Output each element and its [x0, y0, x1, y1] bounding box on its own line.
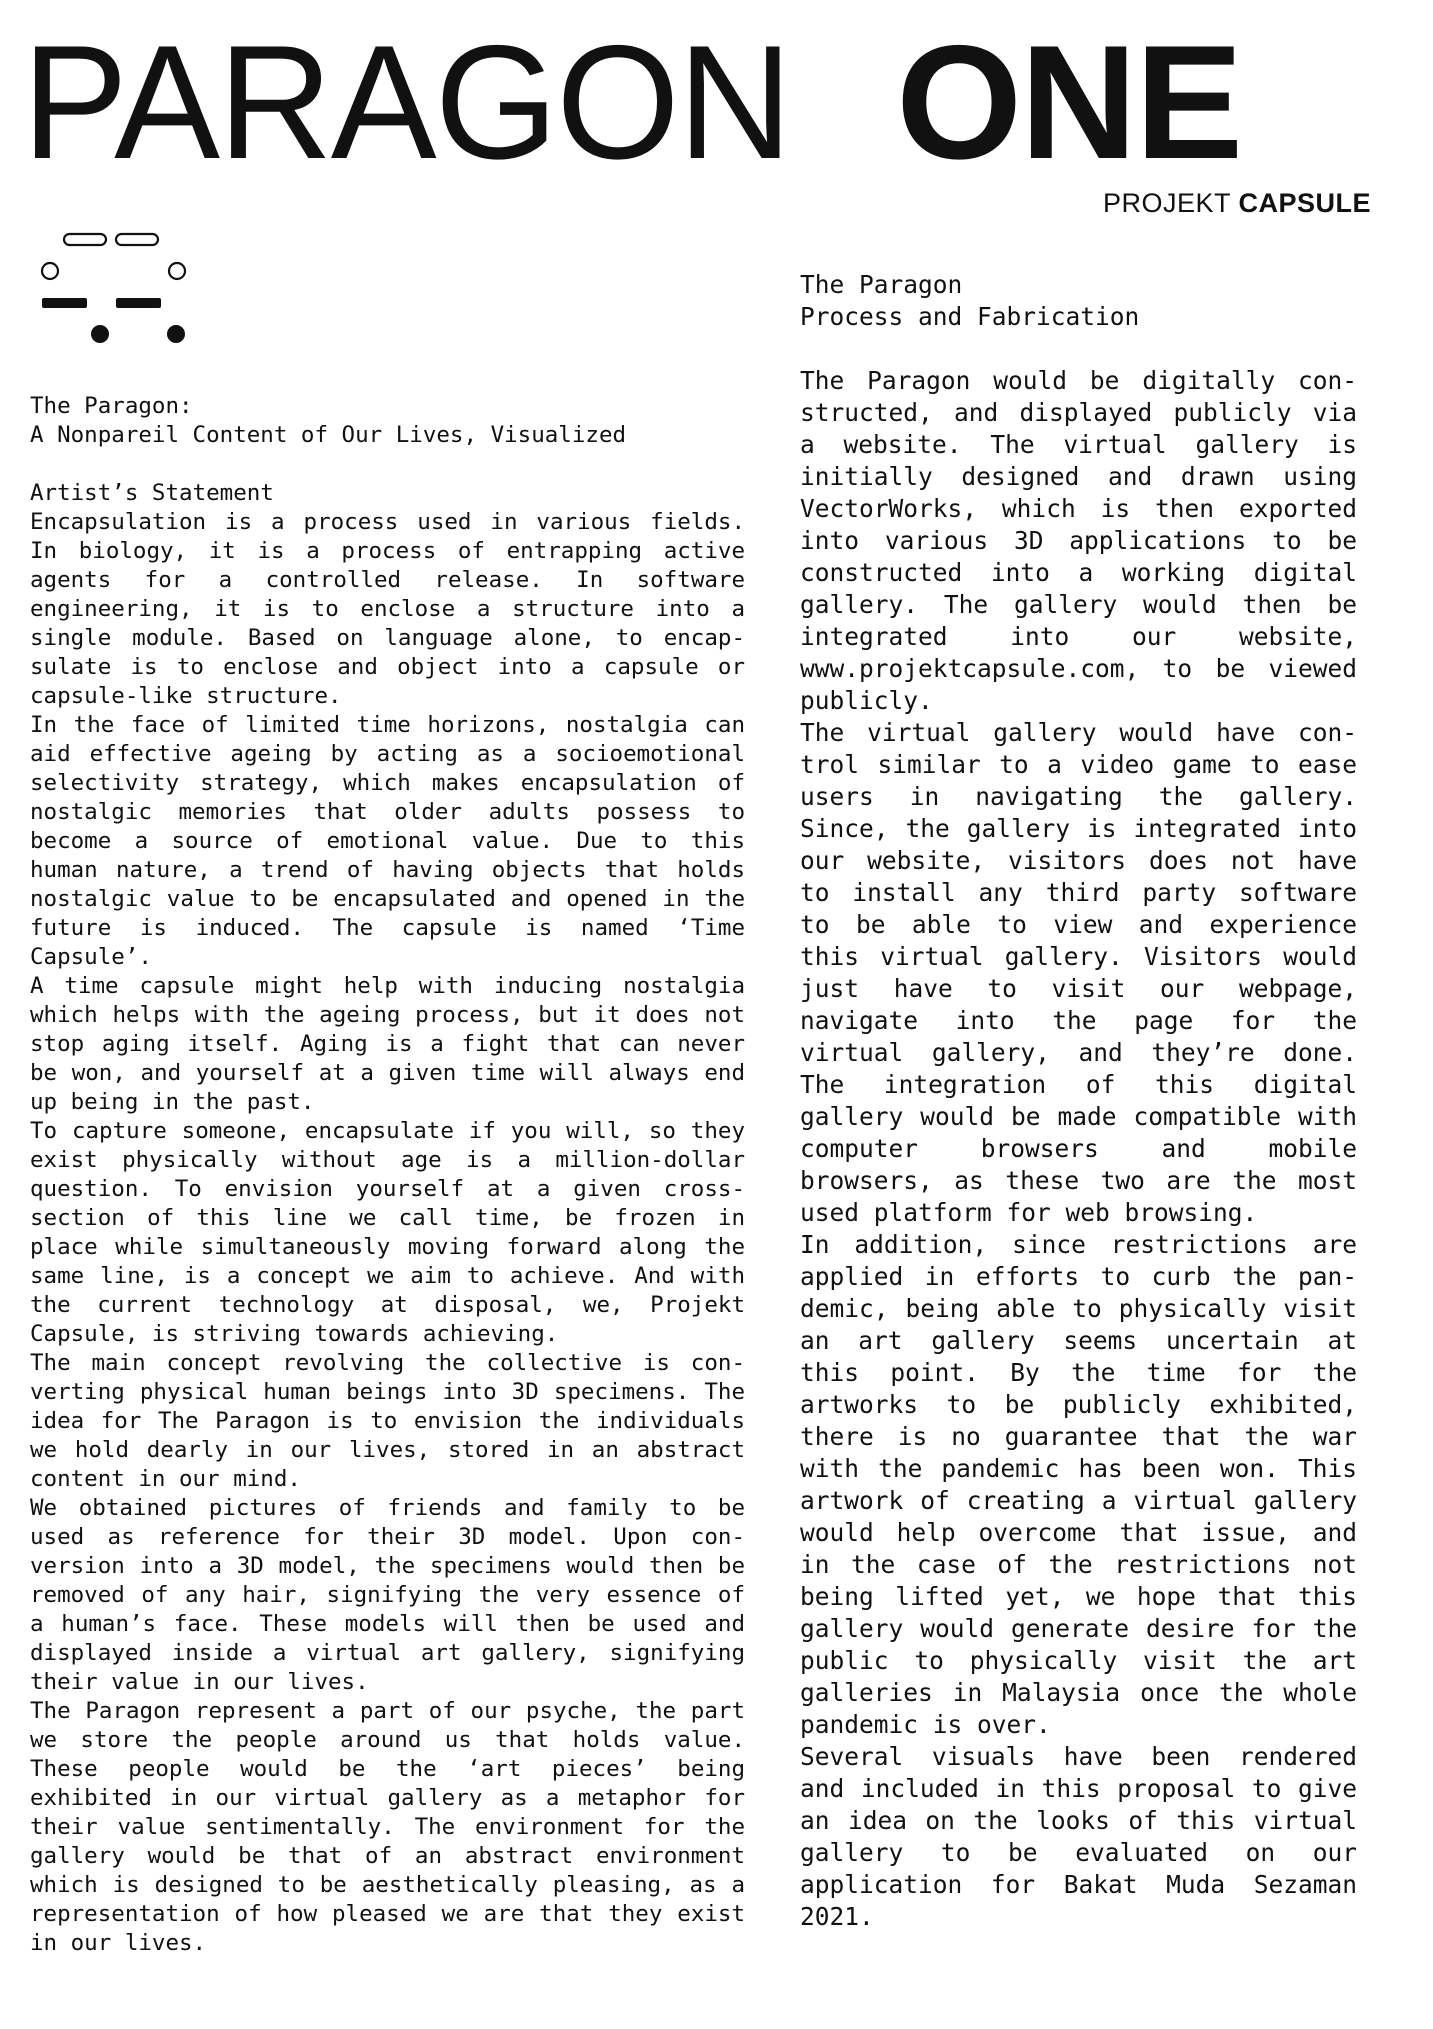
- subtitle: [1103, 188, 1371, 219]
- left-paragraph: A time capsule might help with inducing nostalgia which helps with the ageing process, but it does not stop aging itself. Aging is a fight that can never be won, and yourself at a given time will always end up being in the past.: [30, 973, 745, 1115]
- right-paragraph: The virtual gallery would have control similar to a video game to ease users in navigating the gallery. Since, the gallery is integrated into our website, visitors does not have to install any third party software to be able to view and experience this virtual gallery. Visitors would just have to visit our webpage, navigate into the page for the virtual gallery, and they’re done. The integration of this digital gallery would be made compatible with computer browsers and mobile browsers, as these two are the most used platform for web browsing.: [800, 718, 1357, 1227]
- subtitle-capsule: CAPSULE: [1238, 188, 1371, 218]
- left-heading-line2: A Nonpareil Content of Our Lives, Visualized: [30, 422, 627, 448]
- right-heading-line2: Process and Fabrication: [800, 302, 1140, 331]
- page-title: [22, 12, 1382, 193]
- title-one: ONE: [896, 12, 1242, 193]
- left-paragraph: The Paragon represent a part of our psyche, the part we store the people around us that holds value. These people would be the ‘art pieces’ being exhibited in our virtual gallery as a metaphor for their value sentimentally. The environment for the gallery would be that of an abstract environment which is designed to be aesthetically pleasing, as a representation of how pleased we are that they exist in our lives.: [30, 1698, 745, 1956]
- process-column: [800, 269, 1357, 1933]
- right-paragraph: The Paragon would be digitally constructed, and displayed publicly via a website. The virtual gallery is initially designed and drawn using VectorWorks, which is then exported into various 3D applications to be constructed into a working digital gallery. The gallery would then be integrated into our website, www.projektcapsule.com, to be viewed publicly.: [800, 366, 1357, 715]
- right-heading-line1: The Paragon: [800, 270, 963, 299]
- left-paragraph: The main concept revolving the collective is converting physical human beings into 3D specimens. The idea for The Paragon is to envision the individuals we hold dearly in our lives, stored in an abstract content in our mind.: [30, 1350, 745, 1492]
- right-paragraph: Several visuals have been rendered and included in this proposal to give an idea on the looks of this virtual gallery to be evaluated on our application for Bakat Muda Sezaman 2021.: [800, 1742, 1357, 1931]
- left-paragraph: Encapsulation is a process used in various fields. In biology, it is a process of entrapping active agents for a controlled release. In software engineering, it is to enclose a structure into a single module. Based on language alone, to encapsulate is to enclose and object into a capsule or capsule-like structure.: [30, 509, 745, 709]
- left-paragraph: In the face of limited time horizons, nostalgia can aid effective ageing by acting as a socioemotional selectivity strategy, which makes encapsulation of nostalgic memories that older adults possess to become a source of emotional value. Due to this human nature, a trend of having objects that holds nostalgic value to be encapsulated and opened in the future is induced. The capsule is named ‘Time Capsule’.: [30, 712, 745, 970]
- left-heading: [30, 392, 745, 450]
- artist-statement-column: [30, 392, 745, 1958]
- title-paragon: PARAGON: [22, 12, 791, 193]
- capsule-face-logo-icon: [36, 232, 196, 350]
- left-heading-line1: The Paragon:: [30, 393, 193, 419]
- right-paragraph: In addition, since restrictions are applied in efforts to curb the pandemic, being able to physically visit an art gallery seems uncertain at this point. By the time for the artworks to be publicly exhibited, there is no guarantee that the war with the pandemic has been won. This artwork of creating a virtual gallery would help overcome that issue, and in the case of the restrictions not being lifted yet, we hope that this gallery would generate desire for the public to physically visit the art galleries in Malaysia once the whole pandemic is over.: [800, 1230, 1357, 1739]
- left-paragraph: We obtained pictures of friends and family to be used as reference for their 3D model. Upon conversion into a 3D model, the specimens would then be removed of any hair, signifying the very essence of a human’s face. These models will then be used and displayed inside a virtual art gallery, signifying their value in our lives.: [30, 1495, 745, 1695]
- left-paragraph: To capture someone, encapsulate if you will, so they exist physically without age is a million-dollar question. To envision yourself at a given cross-section of this line we call time, be frozen in place while simultaneously moving forward along the same line, is a concept we aim to achieve. And with the current technology at disposal, we, Projekt Capsule, is striving towards achieving.: [30, 1118, 745, 1347]
- section-label: Artist’s Statement: [30, 480, 274, 506]
- subtitle-projekt: PROJEKT: [1102, 188, 1239, 218]
- right-heading: [800, 269, 1357, 333]
